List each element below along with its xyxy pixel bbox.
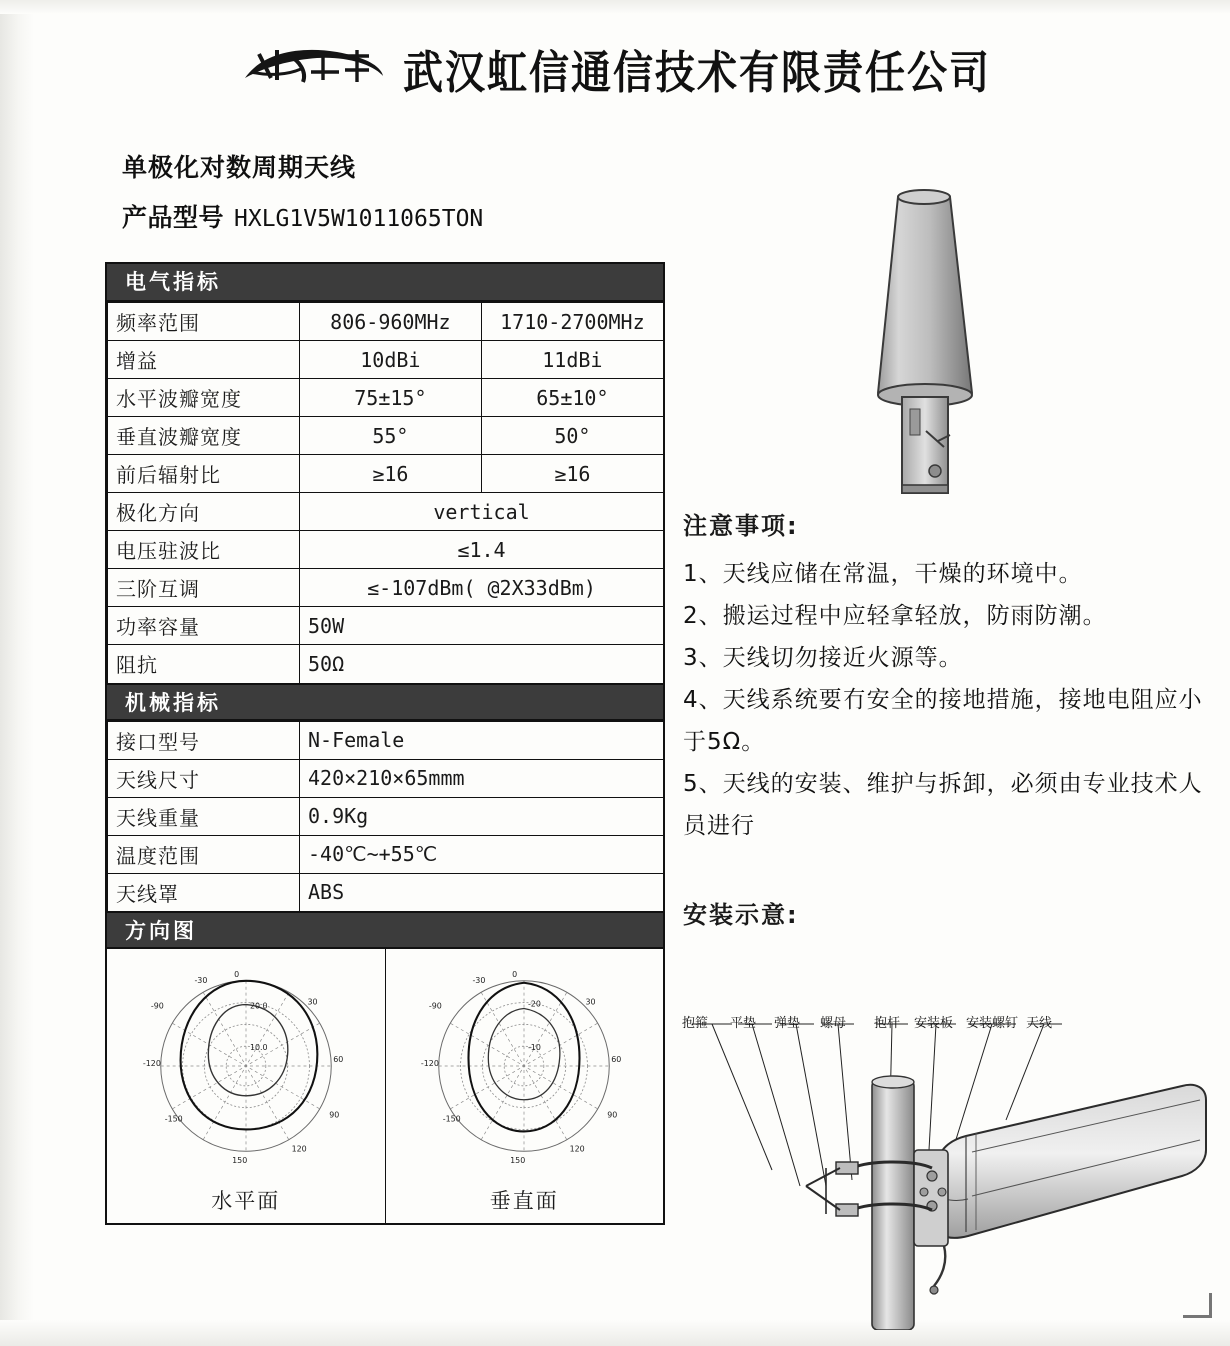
svg-text:-120: -120 bbox=[142, 1059, 161, 1069]
table-row bbox=[108, 835, 664, 873]
install-callouts bbox=[676, 1012, 1224, 1036]
svg-text:-150: -150 bbox=[442, 1114, 461, 1124]
table-row bbox=[108, 645, 664, 683]
spec-label: 电压驻波比 bbox=[108, 531, 300, 569]
spec-label: 天线重量 bbox=[108, 797, 300, 835]
svg-text:-30: -30 bbox=[472, 975, 486, 985]
company-logo-icon bbox=[239, 38, 389, 100]
pattern-vertical bbox=[386, 949, 664, 1223]
svg-text:30: 30 bbox=[585, 997, 596, 1007]
svg-text:10.0: 10.0 bbox=[249, 1043, 268, 1053]
svg-text:150: 150 bbox=[510, 1156, 526, 1166]
spec-value: 50W bbox=[300, 607, 664, 645]
spec-value: ≤1.4 bbox=[300, 531, 664, 569]
table-row bbox=[108, 607, 664, 645]
model-value: HXLG1V5W1011065TON bbox=[234, 206, 484, 232]
scan-edge-left bbox=[0, 0, 34, 1346]
document-header bbox=[0, 26, 1230, 112]
install-title: 安装示意: bbox=[683, 901, 799, 929]
table-row bbox=[108, 341, 664, 379]
spec-value-band2: 11dBi bbox=[481, 341, 663, 379]
spec-value-band1: 75±15° bbox=[300, 379, 482, 417]
section-header-mechanical: 机械指标 bbox=[107, 683, 663, 721]
pattern-caption-vertical: 垂直面 bbox=[489, 1189, 559, 1213]
spec-value: 420×210×65mmm bbox=[300, 759, 664, 797]
svg-text:-150: -150 bbox=[164, 1114, 183, 1124]
svg-text:60: 60 bbox=[332, 1055, 344, 1065]
table-row bbox=[108, 531, 664, 569]
note-item: 3、天线切勿接近火源等。 bbox=[683, 645, 963, 671]
spec-label: 增益 bbox=[108, 341, 300, 379]
section-header-electrical: 电气指标 bbox=[107, 264, 663, 302]
note-item: 4、天线系统要冇安全的接地措施，接地电阻应小于5Ω。 bbox=[683, 687, 1203, 755]
polar-chart-horizontal bbox=[107, 955, 385, 1183]
notes-title: 注意事项: bbox=[683, 512, 799, 540]
spec-value-band1: 55° bbox=[300, 417, 482, 455]
spec-value: 50Ω bbox=[300, 645, 664, 683]
callout-3: 螺母 bbox=[820, 1016, 847, 1031]
title-block bbox=[122, 148, 682, 234]
svg-text:-90: -90 bbox=[150, 1001, 164, 1011]
svg-text:150: 150 bbox=[231, 1156, 247, 1166]
spec-value: vertical bbox=[300, 493, 664, 531]
svg-text:20.0: 20.0 bbox=[249, 1001, 268, 1011]
spec-value-band2: 50° bbox=[481, 417, 663, 455]
spec-label: 温度范围 bbox=[108, 835, 300, 873]
svg-text:0: 0 bbox=[233, 969, 239, 979]
spec-value-band2: 1710-2700MHz bbox=[481, 303, 663, 341]
svg-text:-90: -90 bbox=[429, 1001, 443, 1011]
table-row bbox=[108, 797, 664, 835]
installation-diagram bbox=[676, 1000, 1224, 1330]
callout-0: 抱箍 bbox=[682, 1016, 709, 1031]
table-row bbox=[108, 873, 664, 911]
antenna-product-photo bbox=[840, 185, 1020, 515]
page-title: 单极化对数周期天线 bbox=[122, 153, 357, 182]
spec-value: 0.9Kg bbox=[300, 797, 664, 835]
spec-table bbox=[105, 262, 665, 1225]
company-name: 武汉虹信通信技术有限责任公司 bbox=[403, 47, 991, 99]
svg-text:0: 0 bbox=[512, 969, 518, 979]
notes-section bbox=[683, 506, 1203, 847]
spec-label: 功率容量 bbox=[108, 607, 300, 645]
svg-text:90: 90 bbox=[329, 1110, 340, 1120]
table-row bbox=[108, 759, 664, 797]
spec-label: 垂直波瓣宽度 bbox=[108, 417, 300, 455]
callout-1: 平垫 bbox=[730, 1016, 757, 1031]
note-item: 1、天线应储在常温，干燥的环境中。 bbox=[683, 561, 1083, 587]
spec-value-band1: ≥16 bbox=[300, 455, 482, 493]
spec-value-band1: 806-960MHz bbox=[300, 303, 482, 341]
scan-edge-top bbox=[0, 0, 1230, 14]
svg-text:90: 90 bbox=[607, 1110, 618, 1120]
spec-value: ABS bbox=[300, 873, 664, 911]
model-line bbox=[122, 198, 682, 234]
table-row bbox=[108, 721, 664, 759]
table-row bbox=[108, 493, 664, 531]
spec-value-band1: 10dBi bbox=[300, 341, 482, 379]
electrical-spec-table bbox=[107, 302, 663, 683]
spec-label: 阻抗 bbox=[108, 645, 300, 683]
callout-4: 抱杆 bbox=[874, 1016, 901, 1031]
svg-text:-120: -120 bbox=[421, 1059, 440, 1069]
spec-value: ≤-107dBm( @2X33dBm) bbox=[300, 569, 664, 607]
callout-7: 天线 bbox=[1026, 1016, 1053, 1031]
pattern-diagrams bbox=[107, 949, 663, 1223]
table-row bbox=[108, 569, 664, 607]
svg-text:120: 120 bbox=[291, 1144, 307, 1154]
note-item: 2、搬运过程中应轻拿轻放，防雨防潮。 bbox=[683, 603, 1107, 629]
polar-chart-vertical bbox=[386, 955, 664, 1183]
section-header-pattern: 方向图 bbox=[107, 911, 663, 949]
svg-text:-10: -10 bbox=[528, 1043, 542, 1053]
spec-label: 天线尺寸 bbox=[108, 759, 300, 797]
table-row bbox=[108, 379, 664, 417]
mechanical-spec-table bbox=[107, 721, 663, 912]
spec-value: -40℃~+55℃ bbox=[300, 835, 664, 873]
pattern-horizontal bbox=[107, 949, 386, 1223]
table-row bbox=[108, 303, 664, 341]
model-label: 产品型号 bbox=[122, 203, 225, 232]
spec-label: 极化方向 bbox=[108, 493, 300, 531]
spec-label: 三阶互调 bbox=[108, 569, 300, 607]
callout-6: 安装螺钉 bbox=[966, 1016, 1019, 1031]
table-row bbox=[108, 417, 664, 455]
spec-label: 频率范围 bbox=[108, 303, 300, 341]
spec-value-band2: 65±10° bbox=[481, 379, 663, 417]
svg-text:60: 60 bbox=[611, 1055, 622, 1065]
spec-label: 接口型号 bbox=[108, 721, 300, 759]
svg-text:30: 30 bbox=[307, 997, 318, 1007]
spec-label: 天线罩 bbox=[108, 873, 300, 911]
table-row bbox=[108, 455, 664, 493]
pattern-caption-horizontal: 水平面 bbox=[211, 1189, 281, 1213]
spec-value-band2: ≥16 bbox=[481, 455, 663, 493]
svg-text:120: 120 bbox=[569, 1144, 585, 1154]
callout-2: 弹垫 bbox=[774, 1016, 801, 1031]
svg-text:-20: -20 bbox=[528, 999, 542, 1009]
spec-label: 前后辐射比 bbox=[108, 455, 300, 493]
spec-value: N-Female bbox=[300, 721, 664, 759]
note-item: 5、天线的安装、维护与拆卸，必须由专业技术人员进行 bbox=[683, 771, 1203, 839]
svg-text:-30: -30 bbox=[194, 975, 208, 985]
spec-label: 水平波瓣宽度 bbox=[108, 379, 300, 417]
callout-5: 安装板 bbox=[914, 1016, 954, 1031]
